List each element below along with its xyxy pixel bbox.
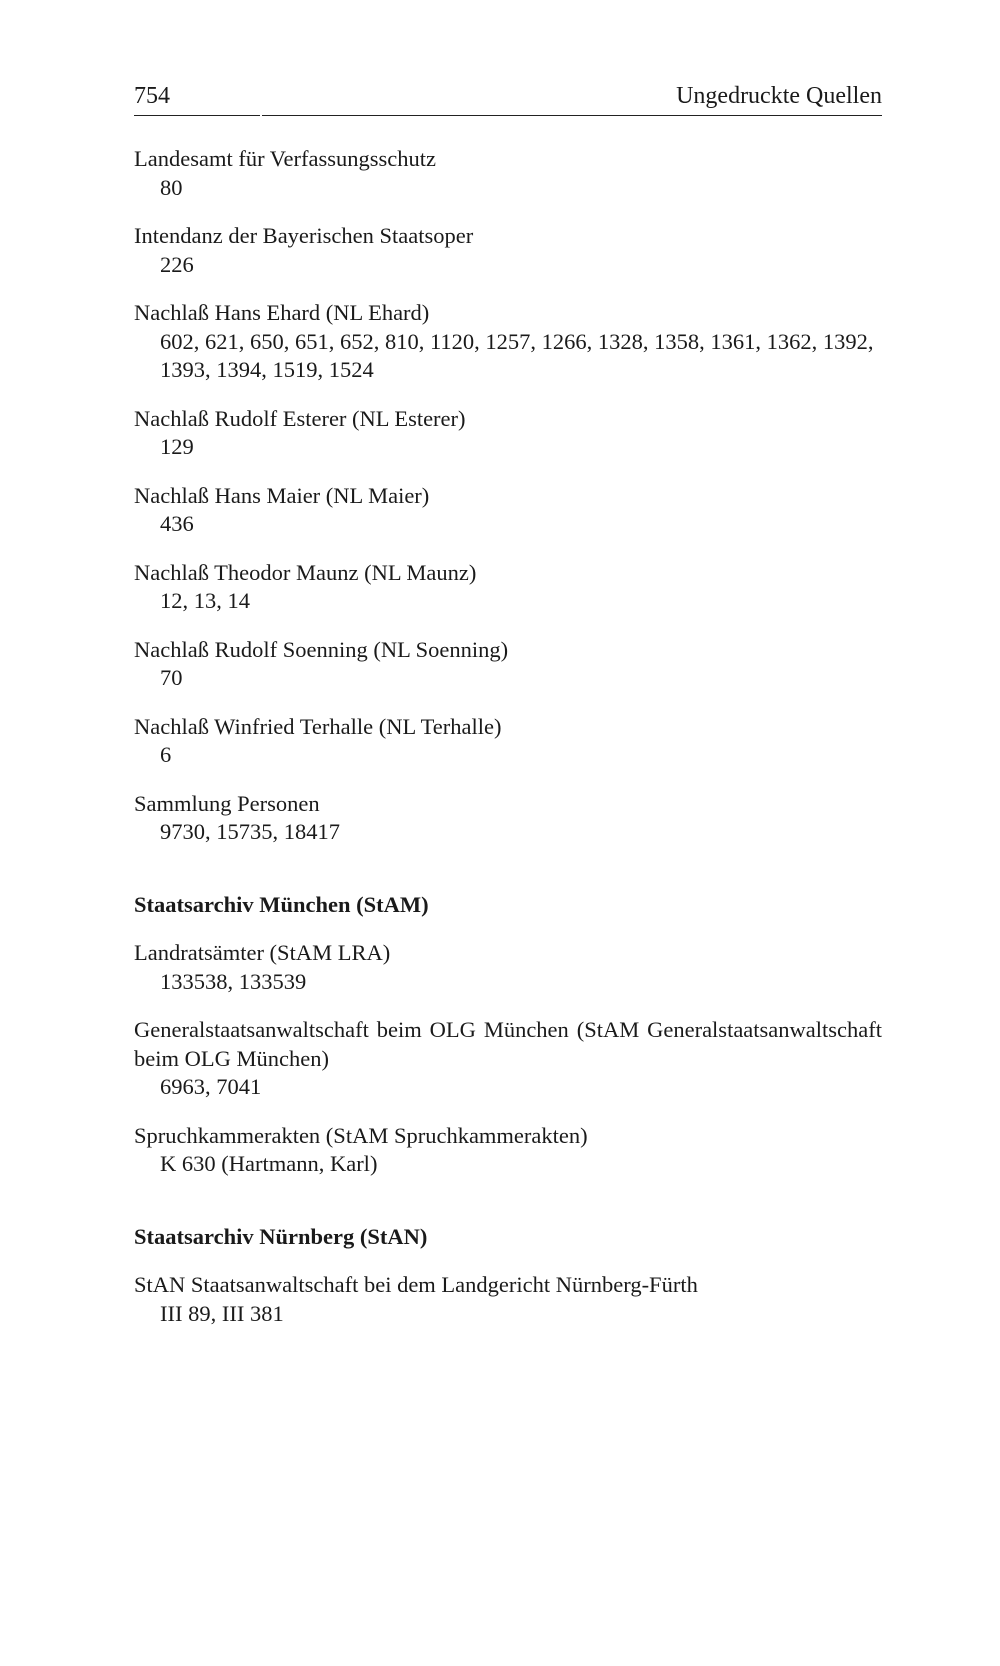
entry-title: Nachlaß Rudolf Soenning (NL Soenning) xyxy=(134,636,509,662)
entry-title: Nachlaß Winfried Terhalle (NL Terhalle) xyxy=(134,713,502,739)
entry-title: Nachlaß Theodor Maunz (NL Maunz) xyxy=(134,559,477,585)
section-heading-stam: Staatsarchiv München (StAM) xyxy=(134,891,429,917)
list-item xyxy=(134,299,882,385)
entry-title: Nachlaß Hans Ehard (NL Ehard) xyxy=(134,300,430,325)
list-item xyxy=(134,222,882,279)
entry-title: Nachlaß Rudolf Esterer (NL Esterer) xyxy=(134,405,466,431)
entry-refs: 12, 13, 14 xyxy=(160,588,250,613)
entry-title: StAN Staatsanwaltschaft bei dem Landgericht Nürnberg-Fürth xyxy=(134,1272,698,1297)
entry-refs: 436 xyxy=(160,511,194,536)
running-title: Ungedruckte Quellen xyxy=(676,83,882,109)
list-item xyxy=(134,713,882,770)
list-item xyxy=(134,559,882,616)
section-heading-stan: Staatsarchiv Nürnberg (StAN) xyxy=(134,1223,428,1249)
list-item xyxy=(134,939,882,996)
list-item xyxy=(134,482,882,539)
entry-title: Nachlaß Hans Maier (NL Maier) xyxy=(134,482,430,508)
header-rule-right xyxy=(262,115,882,116)
entry-refs: K 630 (Hartmann, Karl) xyxy=(160,1151,378,1176)
list-item xyxy=(134,145,882,202)
list-item xyxy=(134,1122,882,1179)
sources-list xyxy=(134,145,882,1348)
header-rule-left xyxy=(134,115,260,116)
list-item xyxy=(134,1271,882,1328)
entry-refs: 602, 621, 650, 651, 652, 810, 1120, 1257, 1266, 1328, 1358, 1361, 1362, 1392, 1393, 1394, 1519, 1524 xyxy=(160,328,874,382)
entry-refs: 80 xyxy=(160,174,183,200)
entry-refs: 6 xyxy=(160,742,172,767)
entry-refs: 9730, 15735, 18417 xyxy=(160,819,340,844)
entry-title: Generalstaatsanwaltschaft beim OLG München (StAM Generalstaatsanwaltschaft beim OLG München) xyxy=(134,1017,882,1071)
entry-refs: 6963, 7041 xyxy=(160,1074,262,1099)
page-number: 754 xyxy=(134,83,170,109)
entry-refs: III 89, III 381 xyxy=(160,1300,284,1326)
entry-refs: 129 xyxy=(160,434,194,459)
entry-refs: 226 xyxy=(160,251,194,277)
entry-title: Landratsämter (StAM LRA) xyxy=(134,940,391,965)
entry-title: Sammlung Personen xyxy=(134,790,320,816)
entry-title: Intendanz der Bayerischen Staatsoper xyxy=(134,223,474,248)
entry-title: Spruchkammerakten (StAM Spruchkammerakten) xyxy=(134,1122,588,1148)
entry-refs: 70 xyxy=(160,665,183,690)
entry-title: Landesamt für Verfassungsschutz xyxy=(134,146,437,171)
list-item xyxy=(134,1016,882,1102)
list-item xyxy=(134,405,882,462)
list-item xyxy=(134,636,882,693)
page-header xyxy=(134,80,882,116)
list-item xyxy=(134,790,882,847)
entry-refs: 133538, 133539 xyxy=(160,968,307,994)
